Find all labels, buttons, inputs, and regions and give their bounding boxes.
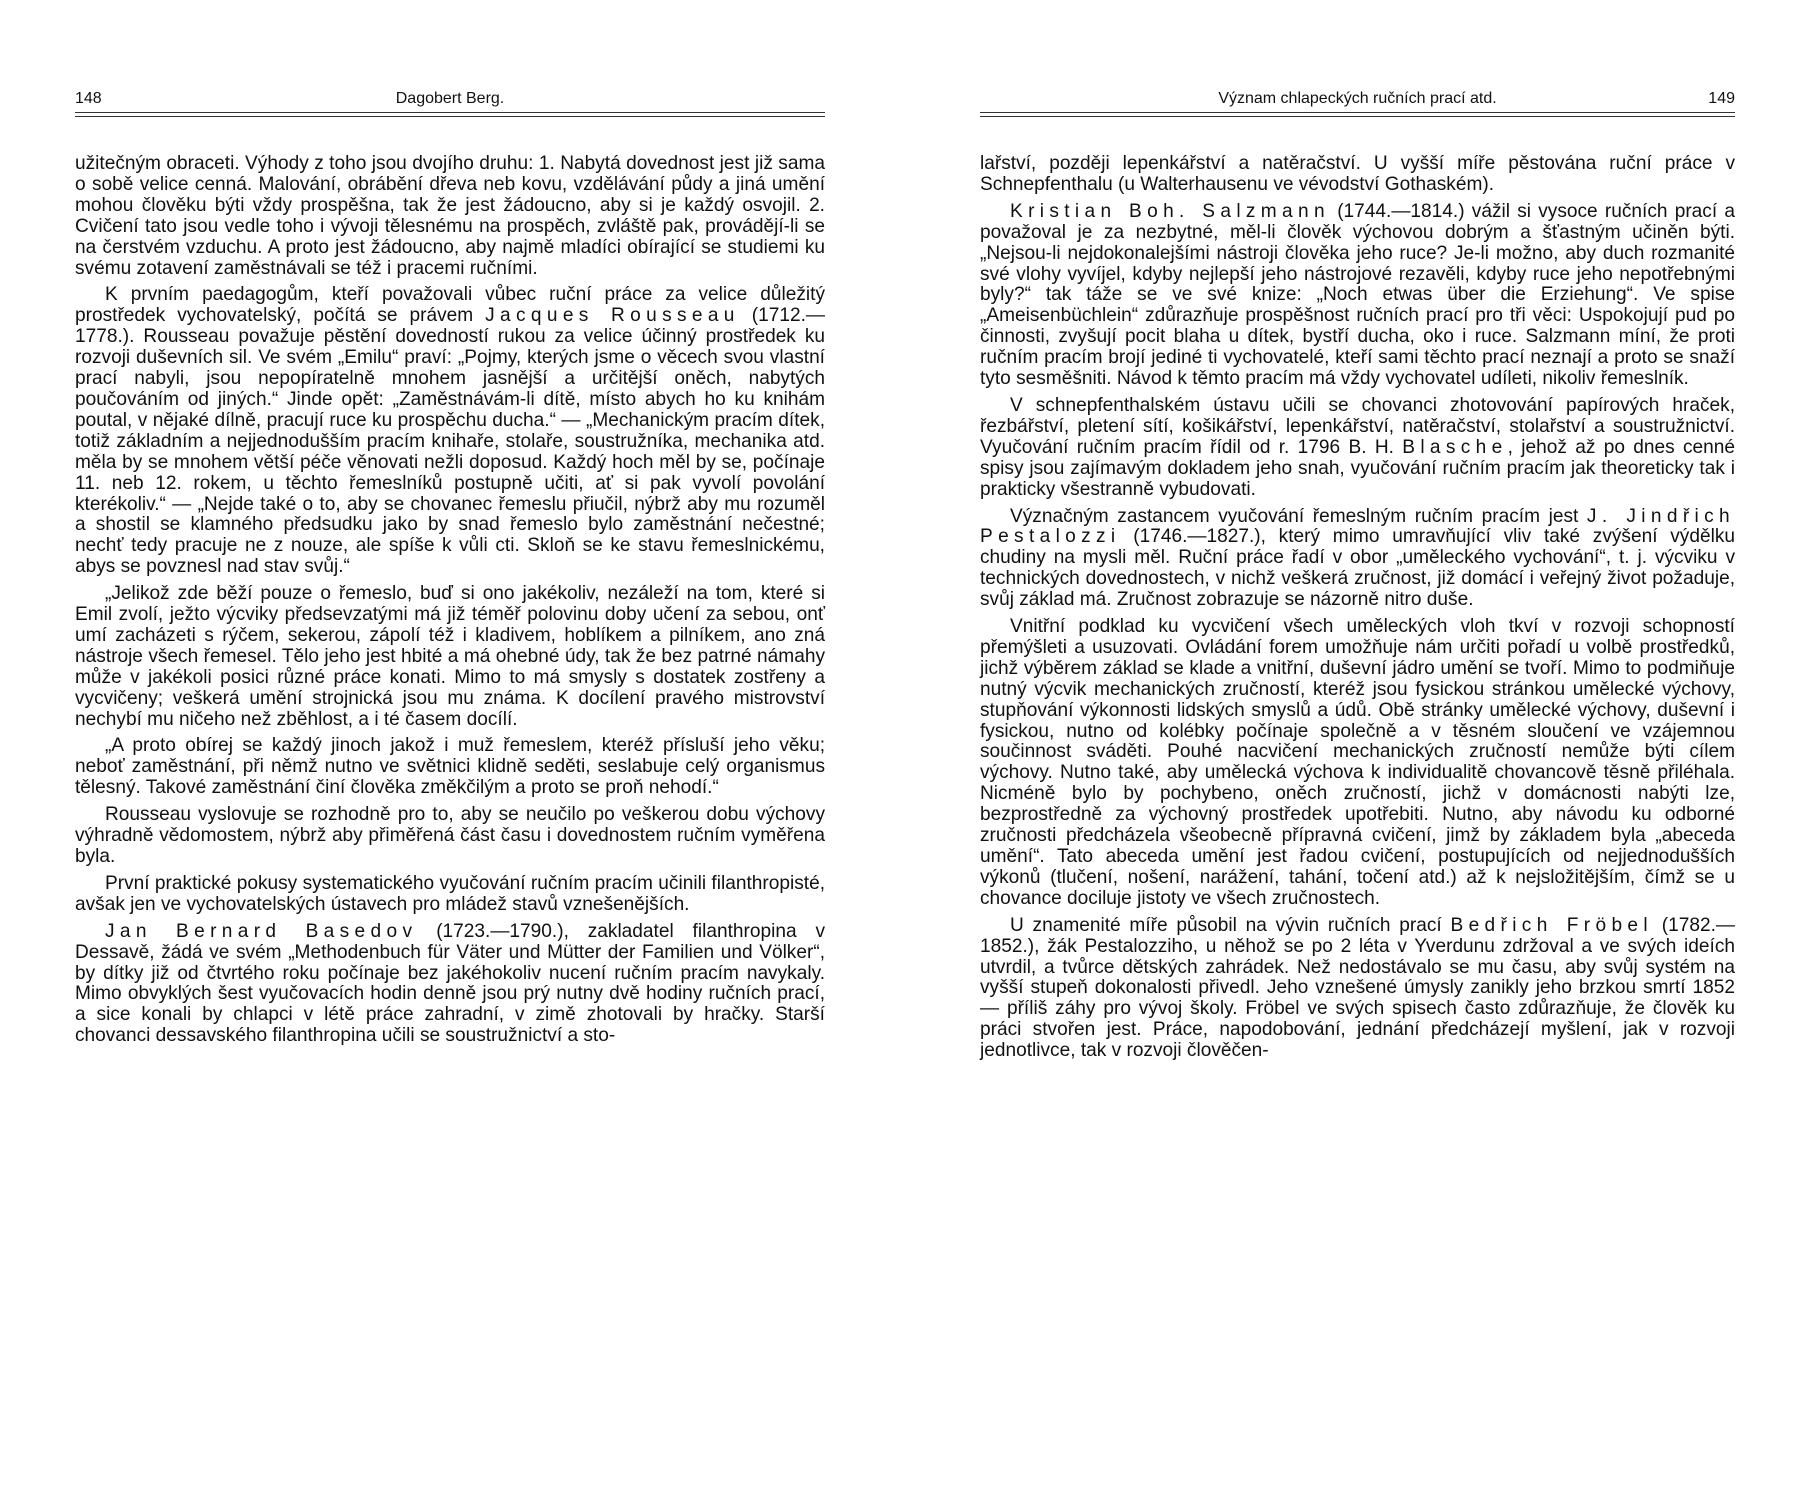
paragraph: užitečným obraceti. Výhody z toho jsou dvojího druhu: 1. Nabytá dovednost jest již sama o sobě velice cenná. Malování, obrábění dřeva neb kovu, vzdělávání půdy a jiná umění mohou člověku býti vždy prospěšna, tak že jest žádoucno, aby si je každý osvojil. 2. Cvičení tato jsou vedle toho i vývoji tělesnému na prospěch, zvláště pak, provádějí-li se na čerstvém vzduchu. A proto jest žádoucno, aby najmě mladíci obírající se studiemi ku svému zotavení zaměstnávali se též i pracemi ručními. [75,153,825,279]
header-rule [75,116,825,117]
paragraph: V schnepfenthalském ústavu učili se chovanci zhotovování papírových hraček, řezbářství, pletení sítí, košikářství, lepenkářství, natěračství, stolařství a soustružnictví. Vyučování ručním pracím řídil od r. 1796 B. H. Blasche, jehož až po dnes cenné spisy jsou zajímavým dokladem jeho snah, vyučování ručním pracím jak theoreticky tak i prakticky všestranně vybudovati. [980,394,1735,500]
paragraph: K prvním paedagogům, kteří považovali vůbec ruční práce za velice důležitý prostředek vychovatelský, počítá se právem Jacques Rousseau (1712.—1778.). Rousseau považuje pěstění dovedností rukou za velice účinný prostředek ku rozvoji duševních sil. Ve svém „Emilu“ praví: „Pojmy, kterých jsme o věcech svou vlastní prací nabyli, jsou nepopíratelně mnohem jasnější a určitější oněch, nabytých poučováním od jiných.“ Jinde opět: „Zaměstnávám-li dítě, místo abych ho ku knihám poutal, v nějaké dílně, pracují ruce ku prospěchu ducha.“ — „Mechanickým pracím dítek, totiž základním a nejjednodušším pracím knihaře, stolaře, soustružníka, mechanika atd. měla by se mnohem větší péče věnovati nežli doposud. Každý hoch měl by se, počínaje 11. neb 12. rokem, u těchto řemeslníků postupně učiti, ať si pak vyvolí povolání kterékoliv.“ — „Nejde také o to, aby se chovanec řemeslu přiučil, nýbrž aby mu rozuměl a shostil se klamného předsudku jako by snad řemeslo bylo zaměstnání nečestné; nechť tedy pracuje ne z nouze, ale spíše k vůli cti. Skloň se ke stavu řemeslnickému, abys se povznesl nad stav svůj.“ [75,284,825,578]
right-page [980,0,1735,1500]
spaced-name: Kristian Boh. Salzmann [1010,200,1330,222]
spaced-name: J. Jindřich Pestalozzi [980,505,1735,548]
page-header [980,76,1735,124]
page-number: 149 [1708,90,1735,107]
paragraph: Význačným zastancem vyučování řemeslným ručním pracím jest J. Jindřich Pestalozzi (1746.—1827.), který mimo umravňující vliv také zvýšení výdělku chudiny na mysli měl. Ruční práce řadí v obor „uměleckého vychování“, t. j. výcviku v technických dovednostech, v nichž veškerá zručnost, již domácí i veřejný život požaduje, svůj základ má. Zručnost zobrazuje se názorně nitro duše. [980,505,1735,611]
spaced-name: Bedřich Fröbel [1450,914,1653,936]
paragraph: U znamenité míře působil na vývin ručních prací Bedřich Fröbel (1782.—1852.), žák Pestalozziho, u něhož se po 2 léta v Yverdunu zdržoval a ve svých ideích utvrdil, a tvůrce dětských zahrádek. Než nedostávalo se mu času, aby svůj systém na vyšší stupeň dokonalosti přivedl. Jeho vznešené úmysly zanikly jeho brzkou smrtí 1852 — příliš záhy pro vývoj školy. Fröbel ve svých spisech často zdůrazňuje, že člověk ku práci stvořen jest. Práce, napodobování, jednání předcházejí myšlení, jak v rozvoji jednotlivce, tak v rozvoji člověčen- [980,914,1735,1062]
paragraph: První praktické pokusy systematického vyučování ručním pracím učinili filanthropisté, avšak jen ve vychovatelských ústavech pro mládež stavů vznešenějších. [75,872,825,915]
running-head: Dagobert Berg. [395,90,505,107]
paragraph: lařství, později lepenkářství a natěračství. U vyšší míře pěstována ruční práce v Schnepfenthalu (u Walterhausenu ve vévodství Gothaském). [980,153,1735,195]
paragraph: Vnitřní podklad ku vycvičení všech uměleckých vloh tkví v rozvoji schopností přemýšleti a usuzovati. Ovládání forem umožňuje nám určiti pořadí u volbě prostředků, jichž výběrem základ se klade a vnitřní, duševní jádro umění se tvoří. Mimo to podmiňuje nutný výcvik mechanických zručností, kteréž jsou fysickou stránkou umělecké výchovy, stupňování výkonnosti lidských smyslů a údů. Obě stránky umělecké výchovy, duševní i fysickou, nutno od kolébky počínaje společně a v těsném sloučení ve vzájemnou součinnost sváděti. Pouhé nacvičení mechanických zručností nemůže býti cílem výchovy. Nutno také, aby umělecká výchova k individualitě chovancově těsně přiléhala. Nicméně bylo by pochybeno, oněch zručností, jichž v domácnosti nabýti lze, bezprostředně za výchovný prostředek upotřebiti. Nutno, aby návodu ku odborné zručnosti předcházela všeobecně přípravná cvičení, jimž by základem byla „abeceda umění“. Tato abeceda umění jest řadou cvičení, postupujících od nejjednodušších výkonů (tlučení, nošení, narážení, tahání, točení atd.) až k nejsložitějším, čímž se u chovance dociluje jistoty ve všech zručnostech. [980,616,1735,909]
left-page [75,0,825,1500]
paragraph: „A proto obírej se každý jinoch jakož i muž řemeslem, kteréž přísluší jeho věku; neboť zaměstnání, při němž nutno ve světnici klidně seděti, seslabuje celý organismus tělesný. Takové zaměstnání činí člověka změkčilým a proto se proň nehodí.“ [75,735,825,799]
paragraph: Jan Bernard Basedov (1723.—1790.), zakladatel filanthropina v Dessavě, žádá ve svém „Methodenbuch für Väter und Mütter der Familien und Völker“, by dítky již od čtvrtého roku počínaje bez jakéhokoliv nucení ručním pracím navykaly. Mimo obvyklých šest vyučovacích hodin denně jsou prý nutny dvě hodiny ručních prací, a sice konali by chlapci v létě práce zahradní, v zimě zhotovali by hračky. Starší chovanci dessavského filanthropina učili se soustružnictví a sto- [75,920,825,1047]
running-head: Význam chlapeckých ručních prací atd. [1218,90,1497,107]
page-body [75,154,825,1047]
paragraph: Kristian Boh. Salzmann (1744.—1814.) vážil si vysoce ručních prací a považoval je za nezbytné, měl-li člověk výchovou dobrým a šťastným učiněn býti. „Nejsou-li nejdokonalejšími nástroji člověka jeho ruce? Je-li možno, aby duch rozmanité své vlohy vyvíjel, kdyby nejlepší jeho nástrojové rezavěli, kdyby ruce jeho nepotřebnými byly?“ tak táže se ve své knize: „Noch etwas über die Erziehung“. Ve spise „Ameisenbüchlein“ zdůrazňuje prospěšnost ručních prací pro tři věci: Uspokojují pud po činnosti, zvyšují pocit blaha u dítek, bystří ducha, oko i ruce. Salzmann míní, že proti ručním pracím brojí jediné ti vychovatelé, kteří sami těchto prací neznají a proto se snaží tyto sesměšniti. Návod k těmto pracím má vždy vychovatel udíleti, nikoliv řemeslník. [980,200,1735,390]
paragraph: „Jelikož zde běží pouze o řemeslo, buď si ono jakékoliv, nezáleží na tom, které si Emil zvolí, ježto výcviky předsevzatými má již téměř polovinu doby učení za sebou, onť umí zacházeti s rýčem, sekerou, zápolí též i kladivem, hoblíkem a pilníkem, ano zná nástroje všech řemesel. Tělo jeho jest hbité a má ohebné údy, tak že bez patrné námahy může v jakékoli posici různé práce konati. Mimo to má smysly s dostatek zostřeny a vycvičeny; veškerá umění strojnická jsou mu známa. K docílení pravého mistrovství nechybí mu ničeho než zběhlost, a i té časem docílí. [75,583,825,730]
paragraph: Rousseau vyslovuje se rozhodně pro to, aby se neučilo po veškerou dobu výchovy výhradně vědomostem, nýbrž aby přiměřená část času i dovednostem ručním vyměřena byla. [75,804,825,867]
header-rule [980,116,1735,117]
page-number: 148 [75,90,102,107]
page-header [75,76,825,124]
spaced-name: Jacques Rousseau [485,305,740,327]
spaced-name: Blasche [1402,436,1508,458]
header-rule [75,112,825,113]
page-body [980,154,1735,1062]
spaced-name: Jan Bernard Basedov [105,920,418,942]
header-rule [980,112,1735,113]
